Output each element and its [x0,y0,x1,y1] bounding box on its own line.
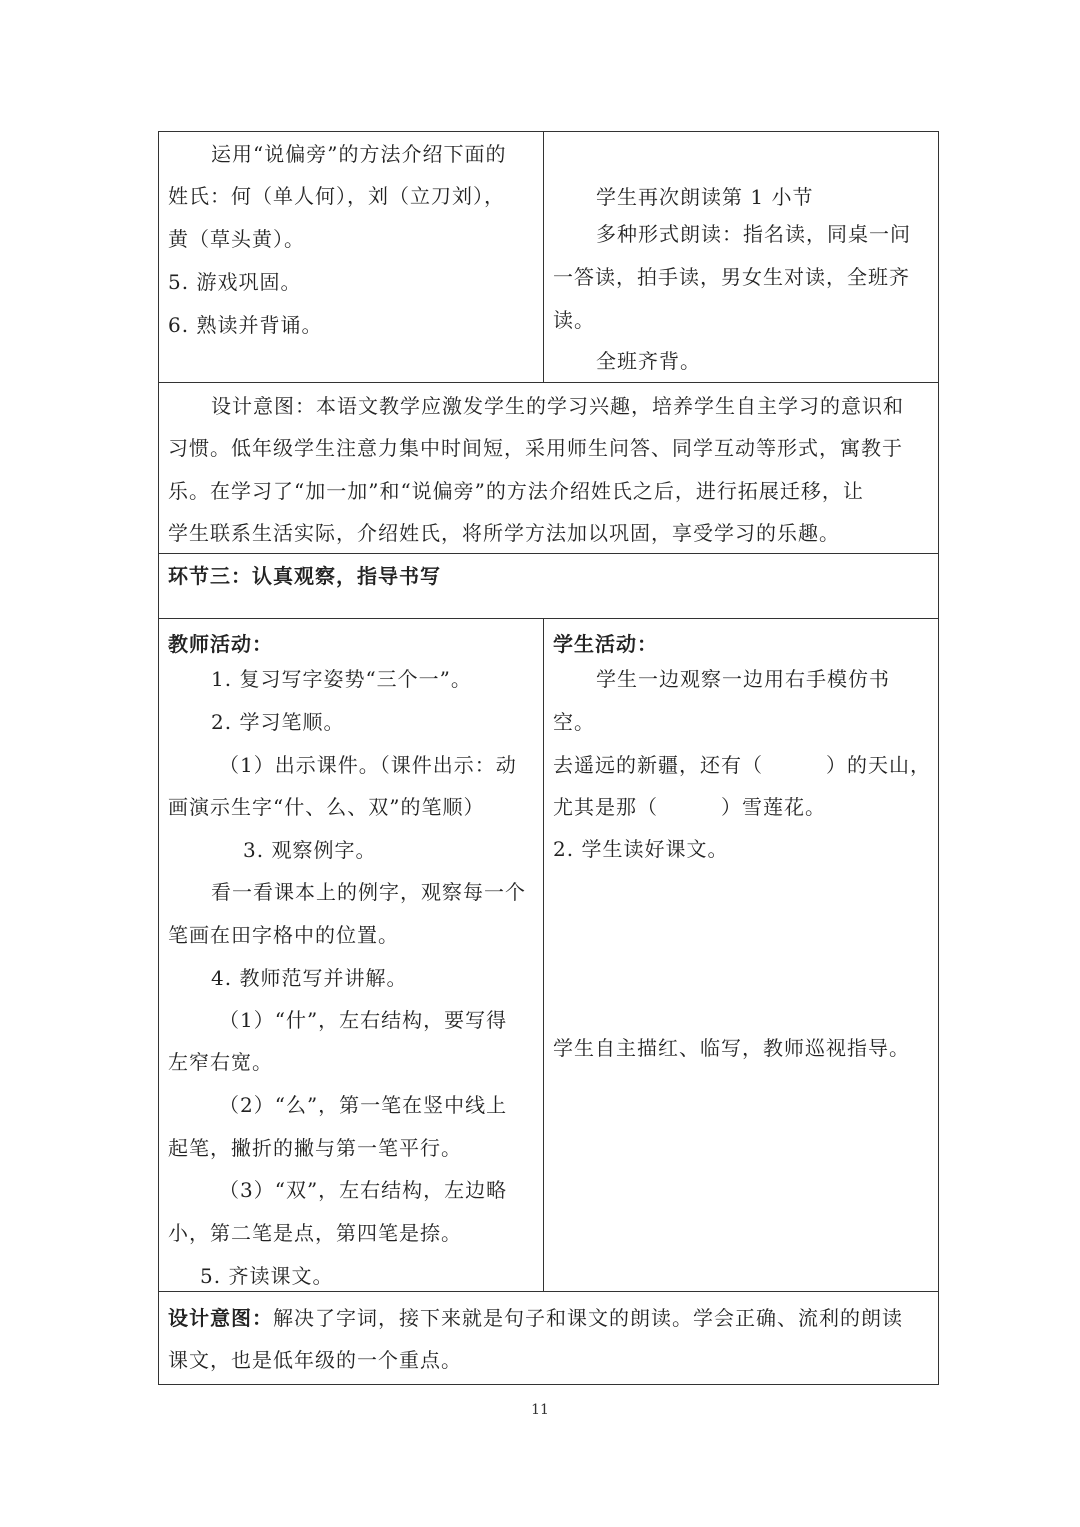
section-three-cell [159,554,938,618]
table-row-activities-1 [159,132,938,383]
section-title: 环节三：认真观察，指导书写 [168,564,441,588]
text-line: （2）“么”，第一笔在竖中线上 [219,1093,508,1117]
design-intent-row-1 [159,383,938,554]
text-line: 一答读，拍手读，男女生对读，全班齐 [553,265,910,289]
text-line: 乐。在学习了“加一加”和“说偏旁”的方法介绍姓氏之后，进行拓展迁移，让 [168,479,864,503]
text-line: 多种形式朗读：指名读，同桌一问 [596,222,911,246]
text-line: 设计意图：本语文教学应激发学生的学习兴趣，培养学生自主学习的意识和 [211,394,904,418]
design-intent-cell [159,383,938,553]
text-line: 运用“说偏旁”的方法介绍下面的 [211,142,507,166]
design-intent-text: 解决了字词，接下来就是句子和课文的朗读。学会正确、流利的朗读 [273,1306,903,1330]
teacher-activity-cell [159,132,544,382]
text-line: 黄（草头黄）。 [168,227,305,251]
teacher-activity-heading: 教师活动： [168,632,273,656]
text-line: 看一看课本上的例字，观察每一个 [211,880,526,904]
text-line: 4. 教师范写并讲解。 [211,966,408,990]
text-line: （1）“什”，左右结构，要写得 [219,1008,508,1032]
student-activity-heading: 学生活动： [553,632,658,656]
page-number: 11 [531,1402,549,1418]
section-three-row [159,554,938,619]
text-line: 5. 齐读课文。 [200,1264,334,1288]
text-line: 1. 复习写字姿势“三个一”。 [211,667,472,691]
text-line: 2. 学生读好课文。 [553,837,729,861]
lesson-plan-table [158,131,939,1385]
teacher-activity-cell [159,619,544,1291]
text-line: （3）“双”，左右结构，左边略 [219,1178,508,1202]
text-line: 小，第二笔是点，第四笔是捺。 [168,1221,462,1245]
text-line: 学生再次朗读第 1 小节 [596,185,814,209]
text-line: 全班齐背。 [596,349,701,373]
text-line: 6. 熟读并背诵。 [168,313,323,337]
text-line: 学生联系生活实际，介绍姓氏，将所学方法加以巩固，享受学习的乐趣。 [168,521,840,545]
text-line: 空。 [553,710,595,734]
design-intent-cell [159,1292,938,1384]
text-line: 姓氏：何（单人何），刘（立刀刘）， [168,184,505,208]
text-line: （1）出示课件。（课件出示：动 [219,753,517,777]
text-line: 起笔，撇折的撇与第一笔平行。 [168,1136,462,1160]
text-line: 尤其是那（ ）雪莲花。 [553,795,826,819]
student-activity-cell [544,132,938,382]
text-line: 去遥远的新疆，还有（ ）的天山， [553,753,931,777]
text-line: 5. 游戏巩固。 [168,270,302,294]
text-line: 2. 学习笔顺。 [211,710,345,734]
text-line: 笔画在田字格中的位置。 [168,923,399,947]
text-line: 习惯。低年级学生注意力集中时间短，采用师生问答、同学互动等形式，寓教于 [168,436,903,460]
text-line: 学生自主描红、临写，教师巡视指导。 [553,1036,910,1060]
text-line: 学生一边观察一边用右手模仿书 [596,667,890,691]
text-line: 左窄右宽。 [168,1050,273,1074]
text-line: 课文，也是低年级的一个重点。 [168,1348,462,1372]
text-line [168,1305,903,1331]
text-line: 画演示生字“什、么、双”的笔顺） [168,795,485,819]
student-activity-cell [544,619,938,1291]
text-line: 读。 [553,308,595,332]
design-intent-row-2 [159,1292,938,1384]
table-row-activities-2 [159,619,938,1292]
design-intent-label: 设计意图： [168,1306,273,1330]
text-line: 3. 观察例字。 [243,838,377,862]
